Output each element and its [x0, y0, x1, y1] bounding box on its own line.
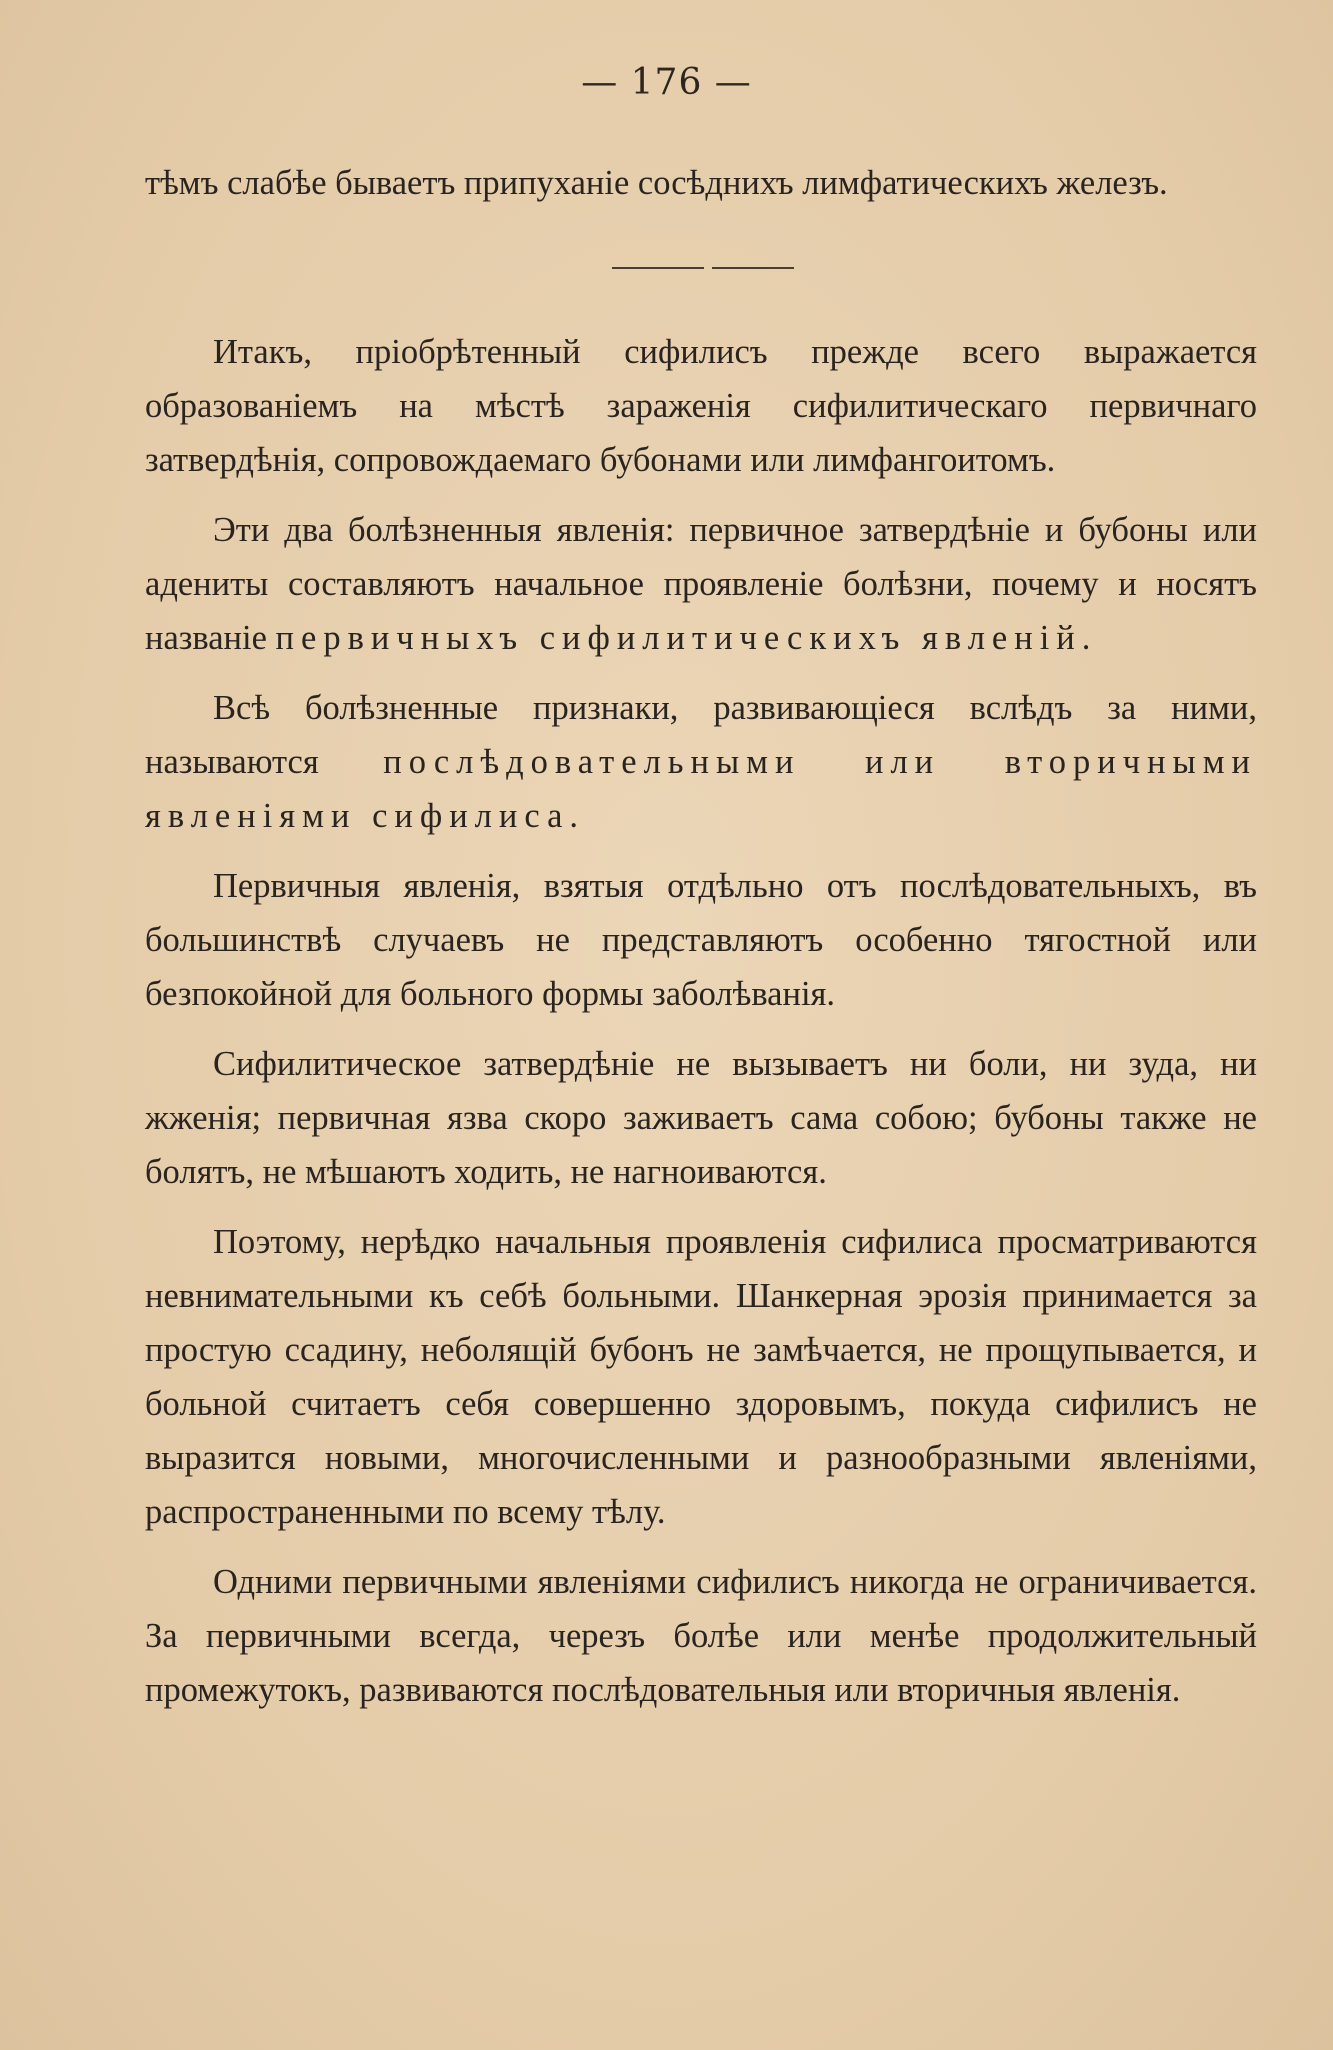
paragraph-6: Поэтому, нерѣдко начальныя проявленія сифилиса просматриваются невнимательными къ себѣ больными. Шанкерная эрозія принимается за простую ссадину, неболящій бубонъ не замѣчается, не прощупывается, и больной считаетъ себя совершенно здоровымъ, покуда сифилисъ не выразится новыми, многочисленными и разнообразными явленіями, распространенными по всему тѣлу. [145, 1223, 1257, 1531]
continuation-text-block [145, 156, 1257, 210]
paragraph-3-text: Всѣ болѣзненные признаки, развивающіеся вслѣдъ за ними, называются [145, 689, 1257, 781]
paragraph-3 [145, 681, 1257, 843]
emphasis-or: или [865, 743, 941, 781]
section-divider [612, 267, 794, 269]
paragraph-4: Первичныя явленія, взятыя отдѣльно отъ послѣдовательныхъ, въ большинствѣ случаевъ не представляютъ особенно тягостной или безпокойной для больного формы заболѣванія. [145, 867, 1257, 1013]
paragraph-3-space-2 [940, 743, 1005, 781]
divider-line-right [712, 267, 794, 269]
paragraph-2-text: Эти два болѣзненныя явленія: первичное затвердѣніе и бубоны или адениты составляютъ начальное проявленіе болѣзни, почему и носятъ названіе [145, 511, 1257, 657]
continuation-paragraph: тѣмъ слабѣе бываетъ припуханіе сосѣднихъ лимфатическихъ железъ. [145, 164, 1168, 202]
emphasis-primary-phenomena: первичныхъ сифилитическихъ явленій [275, 619, 1082, 657]
body-text [145, 325, 1257, 1733]
paragraph-2 [145, 503, 1257, 665]
divider-line-left [612, 267, 704, 269]
paragraph-2-end: . [1081, 619, 1091, 657]
paragraph-3-end: . [569, 797, 579, 835]
page-number: — 176 — [581, 62, 752, 103]
emphasis-consecutive: послѣдовательными [383, 743, 801, 781]
paragraph-5: Сифилитическое затвердѣніе не вызываетъ ни боли, ни зуда, ни жженія; первичная язва скоро заживаетъ сама собою; бубоны также не болятъ, не мѣшаютъ ходить, не нагноиваются. [145, 1045, 1257, 1191]
emphasis-secondary-phenomena: вторичными явленіями сифилиса [145, 743, 1258, 835]
paragraph-7: Одними первичными явленіями сифилисъ никогда не ограничивается. За первичными всегда, черезъ болѣе или менѣе продолжительный промежутокъ, развиваются послѣдовательныя или вторичныя явленія. [145, 1563, 1257, 1709]
paragraph-3-space-1 [800, 743, 865, 781]
paragraph-1: Итакъ, пріобрѣтенный сифилисъ прежде всего выражается образованіемъ на мѣстѣ зараженія сифилитическаго первичнаго затвердѣнія, сопровождаемаго бубонами или лимфангоитомъ. [145, 333, 1257, 479]
